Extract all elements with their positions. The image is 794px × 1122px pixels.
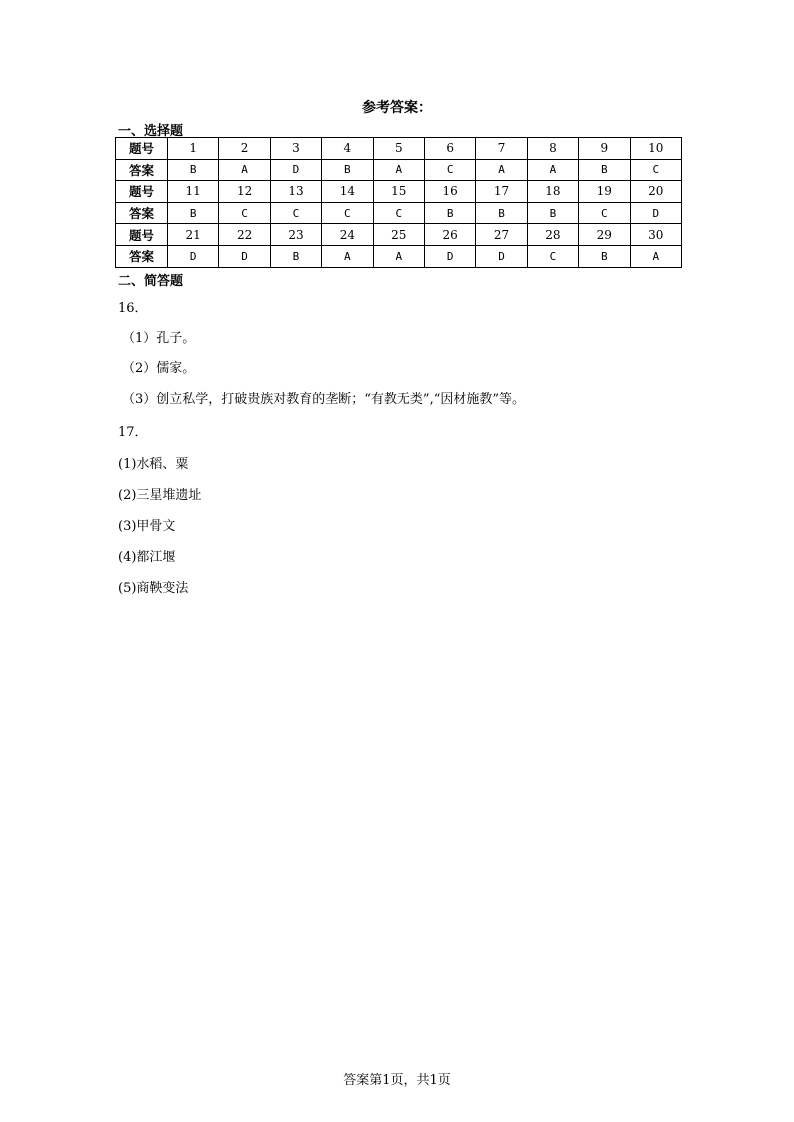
question-16-answer-3: （3）创立私学，打破贵族对教育的垄断；“有教无类”,“因材施教”等。 xyxy=(122,392,525,407)
question-17-number: 17． xyxy=(118,425,148,440)
table-cell: D xyxy=(424,245,475,267)
table-row-label: 题号 xyxy=(116,224,168,246)
question-17-answer-1: (1)水稻、粟 xyxy=(118,457,189,472)
table-cell: C xyxy=(630,159,681,181)
table-cell: 13 xyxy=(270,181,321,203)
table-row-label: 答案 xyxy=(116,245,168,267)
table-cell: 16 xyxy=(424,181,475,203)
answer-table xyxy=(115,137,682,268)
table-cell: 19 xyxy=(579,181,630,203)
table-row xyxy=(116,202,682,224)
table-row xyxy=(116,245,682,267)
table-cell: B xyxy=(424,202,475,224)
table-cell: 26 xyxy=(424,224,475,246)
table-cell: 12 xyxy=(219,181,270,203)
table-cell: B xyxy=(579,159,630,181)
table-cell: A xyxy=(219,159,270,181)
question-17-answer-3: (3)甲骨文 xyxy=(118,519,176,534)
table-cell: 23 xyxy=(270,224,321,246)
table-cell: B xyxy=(476,202,527,224)
question-16-answer-1: （1）孔子。 xyxy=(122,331,196,346)
table-cell: D xyxy=(630,202,681,224)
table-cell: C xyxy=(424,159,475,181)
table-cell: 20 xyxy=(630,181,681,203)
question-16-answer-2: （2）儒家。 xyxy=(122,361,196,376)
table-row-label: 题号 xyxy=(116,181,168,203)
table-cell: 11 xyxy=(168,181,219,203)
section-heading-short-answer: 二、简答题 xyxy=(118,274,184,289)
question-17-answer-2: (2)三星堆遗址 xyxy=(118,488,202,503)
table-cell: C xyxy=(579,202,630,224)
table-cell: 29 xyxy=(579,224,630,246)
table-cell: B xyxy=(168,202,219,224)
table-cell: A xyxy=(373,159,424,181)
table-cell: A xyxy=(527,159,578,181)
table-cell: 17 xyxy=(476,181,527,203)
table-cell: 22 xyxy=(219,224,270,246)
table-cell: 1 xyxy=(168,138,219,160)
table-cell: C xyxy=(373,202,424,224)
table-cell: 30 xyxy=(630,224,681,246)
table-cell: B xyxy=(168,159,219,181)
table-cell: 18 xyxy=(527,181,578,203)
table-cell: A xyxy=(476,159,527,181)
table-cell: A xyxy=(373,245,424,267)
table-cell: 5 xyxy=(373,138,424,160)
table-cell: D xyxy=(270,159,321,181)
table-cell: 2 xyxy=(219,138,270,160)
page-footer: 答案第1页，共1页 xyxy=(343,1073,451,1088)
table-cell: A xyxy=(630,245,681,267)
table-row xyxy=(116,159,682,181)
table-cell: 27 xyxy=(476,224,527,246)
table-cell: 9 xyxy=(579,138,630,160)
table-cell: C xyxy=(270,202,321,224)
table-cell: 8 xyxy=(527,138,578,160)
table-cell: 7 xyxy=(476,138,527,160)
table-cell: B xyxy=(322,159,373,181)
table-cell: D xyxy=(168,245,219,267)
table-cell: 24 xyxy=(322,224,373,246)
table-cell: C xyxy=(527,245,578,267)
table-cell: B xyxy=(579,245,630,267)
table-row-label: 题号 xyxy=(116,138,168,160)
table-cell: B xyxy=(527,202,578,224)
table-cell: D xyxy=(219,245,270,267)
question-17-answer-4: (4)都江堰 xyxy=(118,550,176,565)
table-row xyxy=(116,224,682,246)
table-cell: C xyxy=(322,202,373,224)
table-cell: 28 xyxy=(527,224,578,246)
table-cell: 6 xyxy=(424,138,475,160)
question-16-number: 16． xyxy=(118,301,148,316)
page-title: 参考答案： xyxy=(362,100,432,116)
answer-table-body xyxy=(116,138,682,268)
table-cell: 10 xyxy=(630,138,681,160)
table-row xyxy=(116,181,682,203)
table-cell: 4 xyxy=(322,138,373,160)
table-row-label: 答案 xyxy=(116,159,168,181)
table-row-label: 答案 xyxy=(116,202,168,224)
question-17-answer-5: (5)商鞅变法 xyxy=(118,581,189,596)
table-cell: 21 xyxy=(168,224,219,246)
table-cell: 25 xyxy=(373,224,424,246)
table-cell: A xyxy=(322,245,373,267)
table-cell: B xyxy=(270,245,321,267)
table-cell: D xyxy=(476,245,527,267)
table-row xyxy=(116,138,682,160)
table-cell: C xyxy=(219,202,270,224)
table-cell: 14 xyxy=(322,181,373,203)
section-heading-choice: 一、选择题 xyxy=(118,124,184,139)
table-cell: 15 xyxy=(373,181,424,203)
table-cell: 3 xyxy=(270,138,321,160)
